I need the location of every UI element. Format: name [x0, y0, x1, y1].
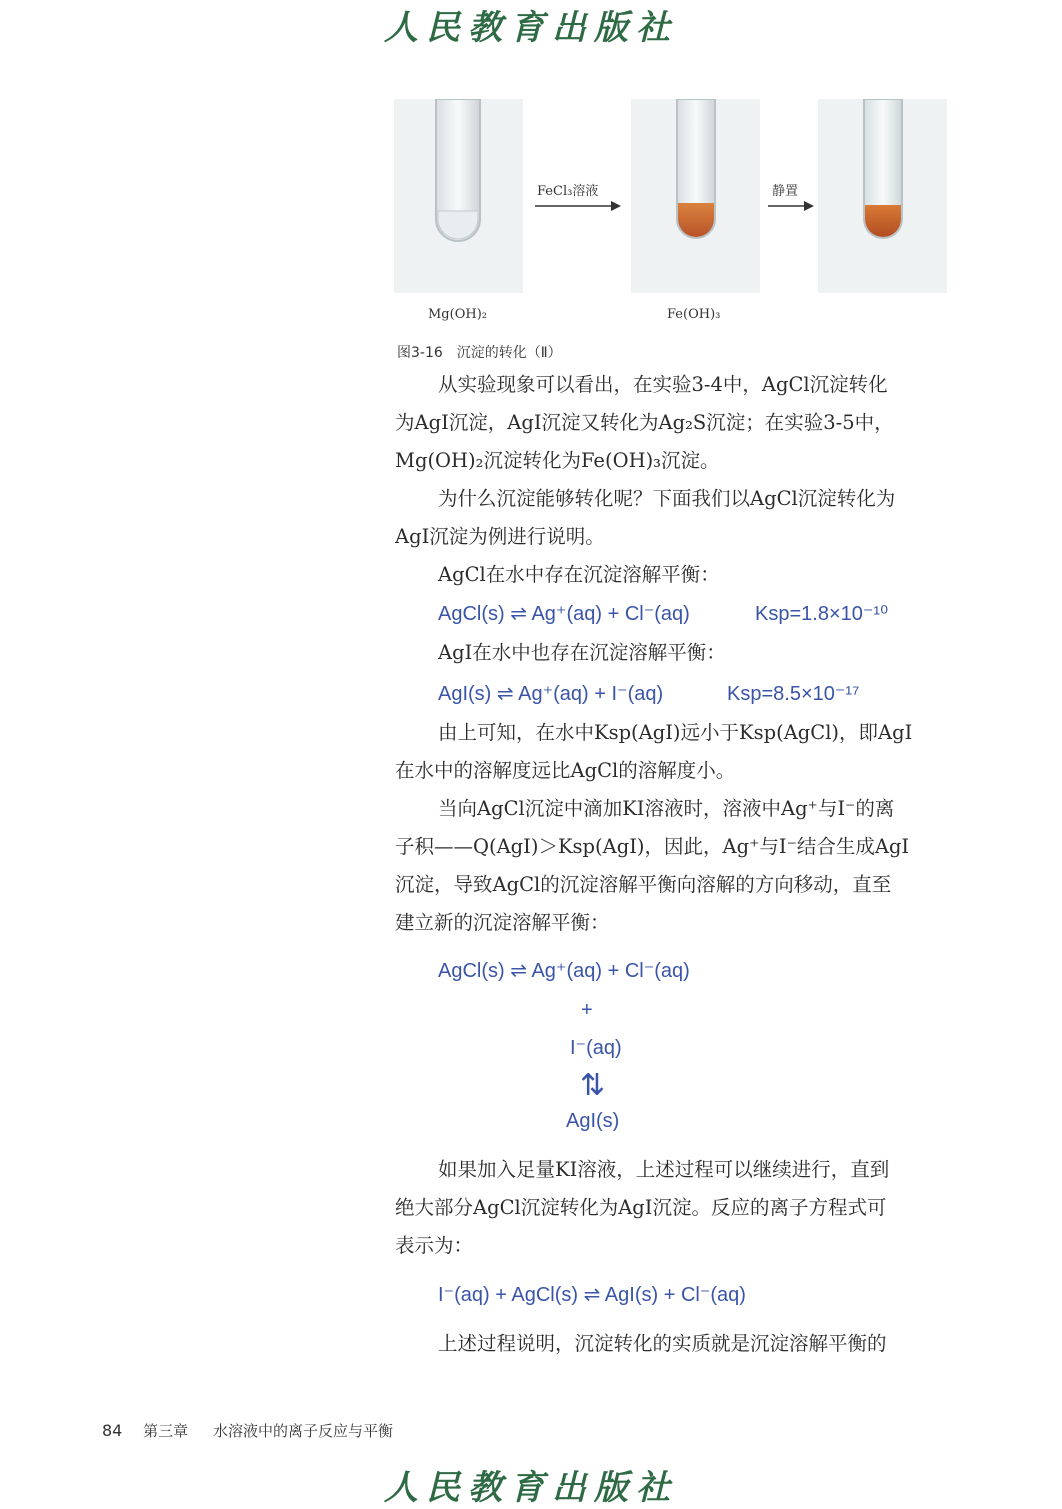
net-ionic-equation: I⁻(aq) + AgCl(s) ⇌ AgI(s) + Cl⁻(aq) [438, 1284, 746, 1306]
text-line: 绝大部分AgCl沉淀转化为AgI沉淀。反应的离子方程式可 [395, 1196, 887, 1219]
text-line: 表示为： [395, 1234, 474, 1257]
test-tube-photo-mgoh2 [394, 99, 523, 293]
text-line: 为AgI沉淀，AgI沉淀又转化为Ag₂S沉淀；在实验3-5中， [395, 411, 894, 434]
paragraph-5 [395, 714, 947, 790]
arrow-label-standing: 静置 [772, 184, 799, 199]
equation-agcl-equilibrium: AgCl(s) ⇌ Ag⁺(aq) + Cl⁻(aq) [438, 603, 690, 625]
figure-caption: 图3-16 沉淀的转化（Ⅱ） [397, 345, 562, 361]
equation-agcl-ksp: Ksp=1.8×10⁻¹⁰ [755, 603, 889, 625]
text-line: 沉淀，导致AgCl的沉淀溶解平衡向溶解的方向移动，直至 [395, 873, 892, 896]
text-line: 建立新的沉淀溶解平衡： [395, 911, 610, 934]
text-line: 为什么沉淀能够转化呢？下面我们以AgCl沉淀转化为 [438, 487, 896, 510]
test-tube-photo-settled [818, 99, 947, 293]
tube-caption-feoh3: Fe(OH)₃ [667, 307, 721, 322]
text-line: 从实验现象可以看出，在实验3-4中，AgCl沉淀转化 [438, 373, 888, 396]
paragraph-3 [395, 556, 947, 594]
text-line: Mg(OH)₂沉淀转化为Fe(OH)₃沉淀。 [395, 449, 720, 472]
scheme-agcl-equilibrium: AgCl(s) ⇌ Ag⁺(aq) + Cl⁻(aq) [438, 960, 690, 982]
paragraph-8 [395, 1325, 947, 1363]
page-number: 84 [102, 1421, 123, 1440]
text-line: 当向AgCl沉淀中滴加KI溶液时，溶液中Ag⁺与I⁻的离 [438, 797, 895, 820]
text-line: 如果加入足量KI溶液，上述过程可以继续进行，直到 [438, 1158, 890, 1181]
tube-caption-mgoh2: Mg(OH)₂ [428, 307, 487, 322]
text-line: AgI在水中也存在沉淀溶解平衡： [438, 641, 726, 664]
publisher-logo: 人民教育出版社 [384, 8, 678, 48]
paragraph-4 [395, 634, 947, 672]
paragraph-2 [395, 480, 947, 556]
text-line: 上述过程说明，沉淀转化的实质就是沉淀溶解平衡的 [438, 1332, 887, 1355]
equation-agi-ksp: Ksp=8.5×10⁻¹⁷ [727, 683, 860, 705]
chapter-title: 水溶液中的离子反应与平衡 [212, 1422, 393, 1440]
scheme-plus: + [581, 999, 593, 1021]
text-line: AgCl在水中存在沉淀溶解平衡： [438, 563, 720, 586]
scheme-agi-product: AgI(s) [566, 1110, 620, 1132]
text-line: 由上可知，在水中Ksp(AgI)远小于Ksp(AgCl)，即AgI [438, 721, 913, 744]
text-line: 子积——Q(AgI)＞Ksp(AgI)，因此，Ag⁺与I⁻结合生成AgI [395, 835, 910, 858]
text-line: 在水中的溶解度远比AgCl的溶解度小。 [395, 759, 736, 782]
text-line: AgI沉淀为例进行说明。 [395, 525, 605, 548]
arrow-label-fecl3: FeCl₃溶液 [537, 184, 599, 199]
paragraph-7 [395, 1151, 947, 1265]
chapter-label: 第三章 [143, 1422, 189, 1440]
publisher-logo: 人民教育出版社 [384, 1468, 678, 1508]
equilibrium-arrow-icon: ⇅ [580, 1069, 606, 1102]
reaction-arrow-icon [766, 199, 816, 213]
scheme-iodide: I⁻(aq) [570, 1037, 622, 1059]
paragraph-6 [395, 790, 947, 942]
page-footer [102, 1420, 393, 1441]
test-tube-photo-feoh3 [631, 99, 760, 293]
paragraph-1 [395, 366, 947, 480]
reaction-arrow-icon [533, 199, 623, 213]
equation-agi-equilibrium: AgI(s) ⇌ Ag⁺(aq) + I⁻(aq) [438, 683, 664, 705]
